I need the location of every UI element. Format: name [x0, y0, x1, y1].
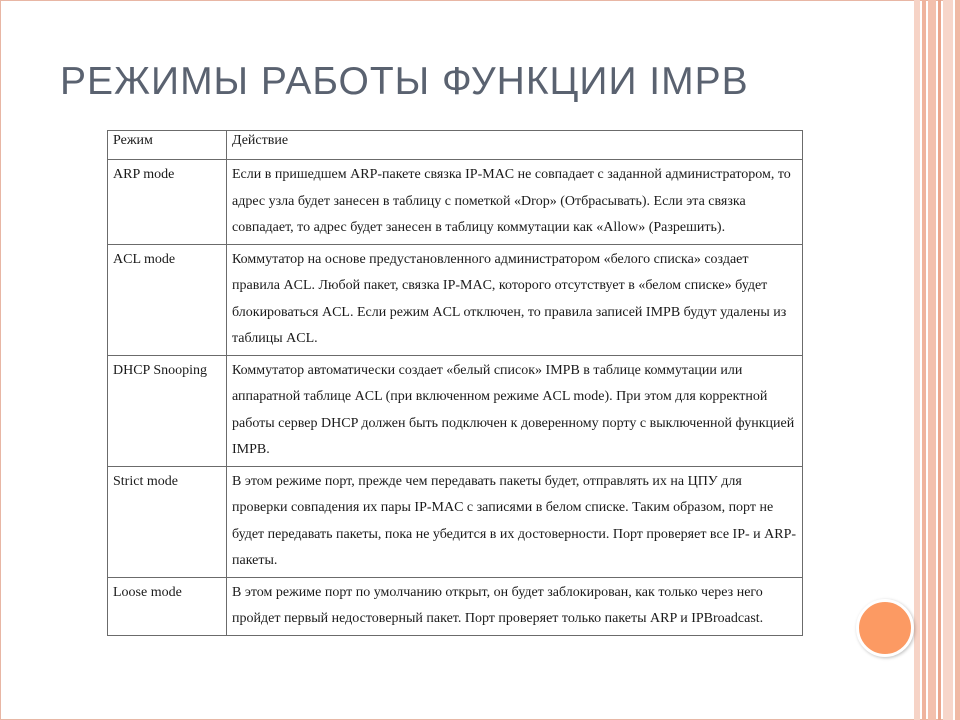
table-row [108, 244, 803, 355]
mode-cell: ARP mode [108, 160, 227, 245]
action-cell: В этом режиме порт, прежде чем передавать пакеты будет, отправлять их на ЦПУ для проверки совпадения их пары IP-MAC с записями в белом списке. Таким образом, порт не будет передавать пакеты, пока не убедится в их достоверности. Порт проверяет все IP- и ARP-пакеты. [227, 466, 803, 577]
header-mode: Режим [108, 131, 227, 160]
table-row [108, 577, 803, 635]
table-header-row [108, 131, 803, 160]
stripe [914, 0, 920, 720]
modes-table [107, 130, 803, 636]
action-cell: В этом режиме порт по умолчанию открыт, он будет заблокирован, как только через него пройдет первый недостоверный пакет. Порт проверяет только пакеты ARP и IPBroadcast. [227, 577, 803, 635]
slide-title: РЕЖИМЫ РАБОТЫ ФУНКЦИИ IMPB [60, 60, 749, 103]
action-cell: Если в пришедшем ARP-пакете связка IP-MAC не совпадает с заданной администратором, то адрес узла будет занесен в таблицу с пометкой «Drop» (Отбрасывать). Если эта связка совпадает, то адрес будет занесен в таблицу коммутации как «Allow» (Разрешить). [227, 160, 803, 245]
table-row [108, 160, 803, 245]
decorative-circle [856, 599, 914, 657]
action-cell: Коммутатор автоматически создает «белый список» IMPB в таблице коммутации или аппаратной таблице ACL (при включенном режиме ACL mode). При этом для корректной работы сервер DHCP должен быть подключен к доверенному порту с выключенной функцией IMPB. [227, 355, 803, 466]
table-row [108, 355, 803, 466]
mode-cell: DHCP Snooping [108, 355, 227, 466]
mode-cell: Loose mode [108, 577, 227, 635]
mode-cell: Strict mode [108, 466, 227, 577]
decorative-stripes [914, 0, 960, 720]
stripe [955, 0, 960, 720]
stripe [938, 0, 941, 720]
stripe [928, 0, 936, 720]
mode-cell: ACL mode [108, 244, 227, 355]
action-cell: Коммутатор на основе предустановленного администратором «белого списка» создает правила ACL. Любой пакет, связка IP-MAC, которого отсутствует в «белом списке» будет блокироваться ACL. Если режим ACL отключен, то правила записей IMPB будут удалены из таблицы ACL. [227, 244, 803, 355]
table-row [108, 466, 803, 577]
stripe [943, 0, 953, 720]
stripe [922, 0, 926, 720]
header-action: Действие [227, 131, 803, 160]
